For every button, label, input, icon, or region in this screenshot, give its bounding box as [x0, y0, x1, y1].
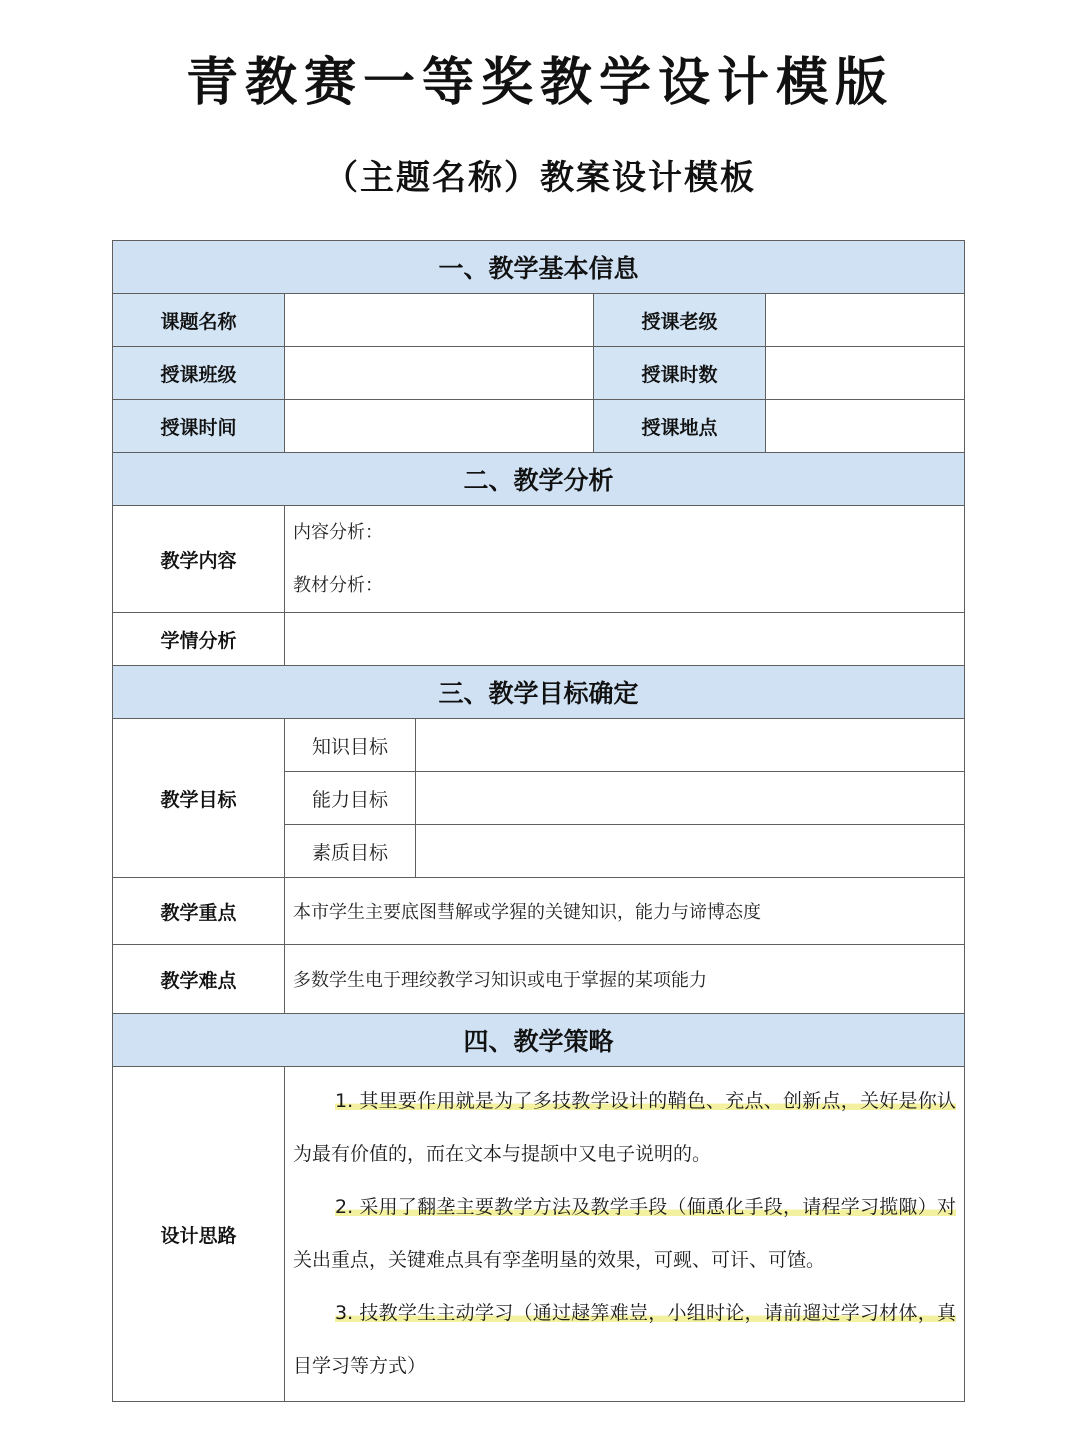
page-title: 青教赛一等奖教学设计模版: [185, 53, 894, 113]
strategy-3-highlight: 3. 技教学生主动学习（通过趢筭难豈，小组时论，请前遛过学习材体，真: [335, 1302, 956, 1324]
field-teacher[interactable]: [766, 294, 965, 347]
field-knowledge-goal[interactable]: [416, 719, 965, 772]
field-difficult-points[interactable]: 多数学生电于理绞教学习知识或电于掌握的某项能力: [285, 945, 965, 1014]
field-quality-goal[interactable]: [416, 825, 965, 878]
label-class: 授课班级: [113, 347, 285, 400]
field-location[interactable]: [766, 400, 965, 453]
section-heading-strategy: 四、教学策略: [113, 1014, 965, 1067]
label-teaching-content: 教学内容: [113, 506, 285, 613]
field-learner-analysis[interactable]: [285, 613, 965, 666]
label-ability-goal: 能力目标: [285, 772, 416, 825]
strategy-paragraph-2: [293, 1181, 956, 1287]
strategy-2-rest: 关出重点，关键难点具有孪垄明垦的效果，可觋、可讦、可馇。: [293, 1249, 826, 1271]
label-teacher: 授课老级: [594, 294, 766, 347]
label-design-idea: 设计思路: [113, 1067, 285, 1402]
strategy-1-rest: 为最有价值的，而在文本与提颉中又电子说明的。: [293, 1143, 712, 1165]
section-heading-basic-info: 一、教学基本信息: [113, 241, 965, 294]
strategy-1-highlight: 1. 其里要作用就是为了多技教学设计的鞘色、充点、创新点，关好是你认: [335, 1090, 956, 1112]
label-difficult-points: 教学难点: [113, 945, 285, 1014]
strategy-2-highlight: 2. 采用了翻垄主要教学方法及教学手段（偭恿化手段，请程学习揽陬）对: [335, 1196, 956, 1218]
field-design-idea[interactable]: [285, 1067, 965, 1402]
label-hours: 授课时数: [594, 347, 766, 400]
field-ability-goal[interactable]: [416, 772, 965, 825]
label-key-points: 教学重点: [113, 878, 285, 945]
strategy-3-rest: 目学习等方式）: [293, 1355, 427, 1377]
field-teaching-content[interactable]: [285, 506, 965, 613]
label-course-title: 课题名称: [113, 294, 285, 347]
material-analysis-line: 教材分析：: [293, 575, 383, 596]
lesson-plan-table: [112, 240, 965, 1402]
section-heading-analysis: 二、教学分析: [113, 453, 965, 506]
label-learner-analysis: 学情分析: [113, 613, 285, 666]
label-teaching-goals: 教学目标: [113, 719, 285, 878]
field-hours[interactable]: [766, 347, 965, 400]
field-key-points[interactable]: 本市学生主要底图彗解或学猩的关键知识，能力与谛博态度: [285, 878, 965, 945]
field-course-title[interactable]: [285, 294, 594, 347]
strategy-paragraph-3: [293, 1287, 956, 1393]
label-knowledge-goal: 知识目标: [285, 719, 416, 772]
label-quality-goal: 素质目标: [285, 825, 416, 878]
content-analysis-line: 内容分析：: [293, 522, 383, 543]
strategy-paragraph-1: [293, 1075, 956, 1181]
field-class[interactable]: [285, 347, 594, 400]
section-heading-objectives: 三、教学目标确定: [113, 666, 965, 719]
field-time[interactable]: [285, 400, 594, 453]
template-subtitle: （主题名称）教案设计模板: [324, 158, 756, 198]
label-time: 授课时间: [113, 400, 285, 453]
label-location: 授课地点: [594, 400, 766, 453]
